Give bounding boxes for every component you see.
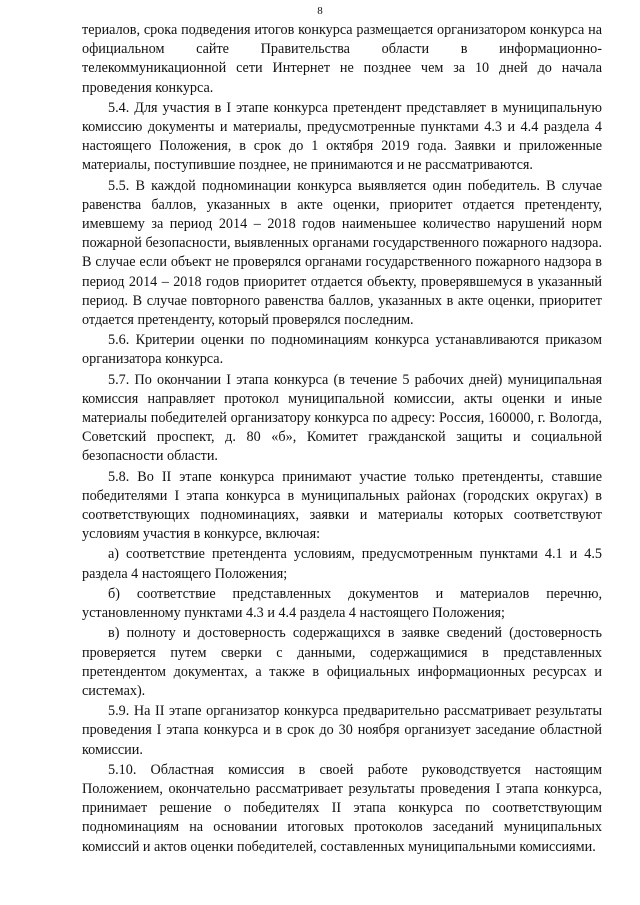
paragraph-continuation: териалов, срока подведения итогов конкурса размещается организатором конкурса на официальном сайте Правительства области в информационно-телекоммуникационной сети Интернет не позднее чем за 10 дней до начала проведения конкурса. — [82, 22, 602, 96]
paragraph-5-6: 5.6. Критерии оценки по подноминациям конкурса устанавливаются приказом организатора конкурса. — [82, 332, 602, 368]
paragraph-5-7: 5.7. По окончании I этапа конкурса (в течение 5 рабочих дней) муниципальная комиссия направляет протокол муниципальной комиссии, акты оценки и иные материалы победителей организатору конкурса по адресу: Россия, 160000, г. Вологда, Советский проспект, д. 80 «б», Комитет гражданской защиты и социальной безопасности области. — [82, 371, 602, 465]
paragraph-5-5: 5.5. В каждой подноминации конкурса выявляется один победитель. В случае равенства баллов, указанных в акте оценки, приоритет отдается претенденту, имевшему за период 2014 – 2018 годов наименьшее количество нарушений норм пожарной безопасности, выявленных органами государственного пожарного надзора. В случае если объект не проверялся органами государственного пожарного надзора в период 2014 – 2018 годов приоритет отдается объекту, проверявшемуся в указанный период. В случае повторного равенства баллов, указанных в акте оценки, приоритет отдается претенденту, который проверялся последним. — [82, 177, 602, 329]
paragraph-5-8-a: а) соответствие претендента условиям, предусмотренным пунктами 4.1 и 4.5 раздела 4 настоящего Положения; — [82, 546, 602, 582]
paragraph-5-8-c: в) полноту и достоверность содержащихся в заявке сведений (достоверность проверяется путем сверки с данными, содержащимися в представленных претендентом документах, а также в официальных информационных ресурсах и системах). — [82, 625, 602, 699]
paragraph-5-9: 5.9. На II этапе организатор конкурса предварительно рассматривает результаты проведения I этапа конкурса и в срок до 30 ноября организует заседание областной комиссии. — [82, 703, 602, 758]
paragraph-5-8: 5.8. Во II этапе конкурса принимают участие только претенденты, ставшие победителями I этапа конкурса в муниципальных районах (городских округах) в соответствующих подноминациях, заявки и материалы которых соответствуют условиям участия в конкурсе, включая: — [82, 468, 602, 543]
paragraph-5-4: 5.4. Для участия в I этапе конкурса претендент представляет в муниципальную комиссию документы и материалы, предусмотренные пунктами 4.3 и 4.4 раздела 4 настоящего Положения, в срок до 1 октября 2019 года. Заявки и приложенные материалы, поступившие позднее, не принимаются и не рассматриваются. — [82, 99, 602, 174]
paragraph-5-10: 5.10. Областная комиссия в своей работе руководствуется настоящим Положением, окончательно рассматривает результаты проведения I этапа конкурса, принимает решение о победителях II этапа конкурса по соответствующим подноминациям на основании итоговых протоколов заседаний муниципальных комиссий и актов оценки победителей, составленных муниципальными комиссиями. — [82, 761, 602, 855]
paragraph-5-8-b: б) соответствие представленных документов и материалов перечню, установленному пунктами 4.3 и 4.4 раздела 4 настоящего Положения; — [82, 585, 602, 622]
document-body — [82, 21, 602, 857]
page-number: 8 — [317, 5, 323, 17]
